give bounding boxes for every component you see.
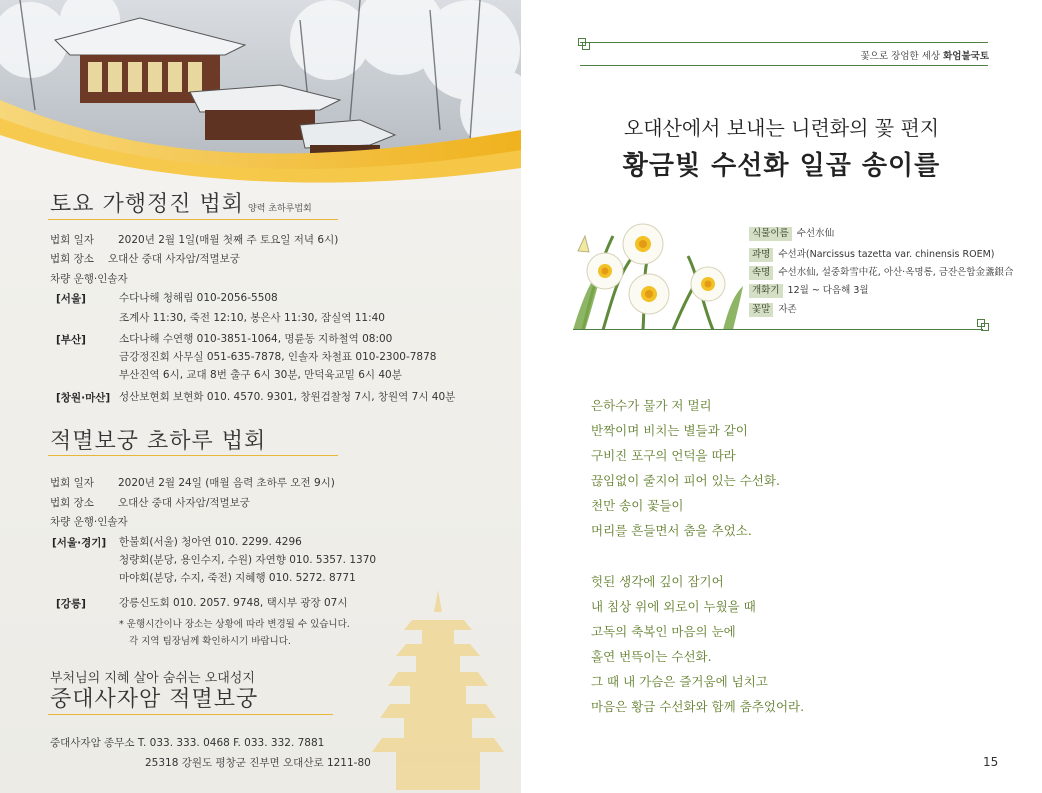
info-bottom-line — [573, 329, 983, 330]
temple-address: 25318 강원도 평창군 진부면 오대산로 1211-80 — [145, 757, 371, 769]
section1-title — [50, 187, 312, 218]
info-row-common-names — [749, 266, 1013, 280]
region-gangneung: [강릉] — [56, 598, 86, 610]
poem-line: 내 침상 위에 외로이 누웠을 때 — [591, 599, 756, 614]
running-header-prefix: 꽃으로 장엄한 세상 — [860, 51, 944, 62]
info-tag: 속명 — [749, 266, 773, 280]
region-seoul-gyeonggi: [서울·경기] — [52, 537, 107, 549]
poem-line: 끊임없이 줄지어 피어 있는 수선화. — [591, 473, 780, 488]
region-busan-line: 금강정진회 사무실 051-635-7878, 인솔자 차철표 010-2300-7878 — [119, 351, 437, 363]
section1-place-row — [50, 252, 240, 266]
section2-date-row — [50, 476, 335, 490]
info-row-family — [749, 248, 994, 262]
header-bottom-line — [580, 65, 988, 66]
poem-line: 고독의 축복인 마음의 눈에 — [591, 624, 736, 639]
info-row-plant-name — [749, 227, 834, 241]
info-value: 수선과(Narcissus tazetta var. chinensis ROEM) — [778, 249, 995, 260]
poem-line: 머리를 흔들면서 춤을 추었소. — [591, 523, 752, 538]
region-seoul-line: 수다나해 청해림 010-2056-5508 — [119, 292, 278, 304]
running-header — [861, 48, 989, 62]
temple-office-contact: 중대사자암 종무소 T. 033. 333. 0468 F. 033. 332. 7881 — [50, 737, 325, 749]
region-seoul-line: 조계사 11:30, 죽전 12:10, 봉은사 11:30, 잠실역 11:40 — [119, 312, 385, 324]
section2-transport-label: 차량 운행·인솔자 — [50, 516, 128, 528]
info-value: 자존 — [778, 304, 797, 315]
section1-date-value: 2020년 2월 1일(매월 첫째 주 토요일 저녁 6시) — [118, 234, 339, 246]
section2-place-row — [50, 496, 250, 510]
section2-title: 적멸보궁 초하루 법회 — [50, 429, 267, 454]
poem-line: 은하수가 물가 저 멀리 — [591, 398, 712, 413]
temple-subtitle: 부처님의 지혜 살아 숨쉬는 오대성지 — [50, 671, 255, 686]
page-number: 15 — [983, 755, 999, 769]
section1-subtitle: 양력 초하루법회 — [248, 204, 312, 214]
section1-date-label: 법회 일자 — [50, 234, 94, 246]
snowy-temple-photo — [0, 0, 521, 200]
poem-line: 반짝이며 비치는 별들과 같이 — [591, 423, 748, 438]
region-gangneung-line: 강릉신도회 010. 2057. 9748, 택시부 광장 07시 — [119, 597, 348, 609]
daffodil-illustration — [573, 216, 743, 334]
info-tag: 과명 — [749, 248, 773, 262]
section1-date-row — [50, 233, 338, 247]
article-subtitle: 오대산에서 보내는 니련화의 꽃 편지 — [623, 116, 940, 140]
info-tag: 식물이름 — [749, 227, 792, 241]
corner-ornament-icon — [578, 38, 590, 50]
golden-pagoda-illustration — [372, 590, 504, 793]
info-tag: 개화기 — [749, 284, 783, 298]
section1-place-value: 오대산 중대 사자암/적멸보궁 — [108, 253, 240, 265]
region-busan-line: 소다나해 수연행 010-3851-1064, 명륜동 지하철역 08:00 — [119, 333, 393, 345]
right-page — [521, 0, 1042, 793]
region-busan: [부산] — [56, 334, 86, 346]
section2-divider — [48, 455, 338, 456]
region-seoul: [서울] — [56, 293, 86, 305]
corner-ornament-icon — [977, 319, 989, 331]
running-header-bold: 화엄불국토 — [943, 51, 989, 62]
info-value: 수선水仙, 설중화雪中花, 아산·옥명롱, 금잔은합金盞銀合 — [778, 267, 1014, 278]
region-seoul-gyeonggi-line: 청량회(분당, 용인수지, 수원) 자연향 010. 5357. 1370 — [119, 554, 377, 566]
poem-line: 홀연 번뜩이는 수선화. — [591, 649, 712, 664]
schedule-note: 각 지역 팀장님께 확인하시기 바랍니다. — [129, 636, 291, 647]
info-row-bloom — [749, 284, 869, 298]
section1-transport-label: 차량 운행·인솔자 — [50, 273, 128, 285]
info-tag: 꽃말 — [749, 303, 773, 317]
region-changwon-line: 성산보현회 보현화 010. 4570. 9301, 창원검찰청 7시, 창원역 7시 40분 — [119, 391, 456, 403]
section1-title-text: 토요 가행정진 법회 — [50, 192, 245, 217]
info-value: 수선水仙 — [796, 228, 835, 239]
temple-name: 중대사자암 적멸보궁 — [50, 687, 259, 712]
temple-divider — [48, 714, 333, 715]
section1-divider — [48, 219, 338, 220]
section1-place-label: 법회 장소 — [50, 253, 94, 265]
section2-date-value: 2020년 2월 24일 (매월 음력 초하루 오전 9시) — [118, 477, 335, 489]
poem-line: 그 때 내 가슴은 즐거움에 넘치고 — [591, 674, 768, 689]
section2-date-label: 법회 일자 — [50, 477, 94, 489]
region-seoul-gyeonggi-line: 한불회(서울) 청아연 010. 2299. 4296 — [119, 536, 302, 548]
poem-line: 구비진 포구의 언덕을 따라 — [591, 448, 736, 463]
region-busan-line: 부산진역 6시, 교대 8번 출구 6시 30분, 만덕육교밑 6시 40분 — [119, 369, 402, 381]
info-value: 12월 ~ 다음해 3월 — [787, 285, 869, 296]
schedule-note: * 운행시간이나 장소는 상황에 따라 변경될 수 있습니다. — [119, 619, 350, 630]
poem-line: 마음은 황금 수선화와 함께 춤추었어라. — [591, 699, 805, 714]
section2-place-label: 법회 장소 — [50, 497, 94, 509]
poem-line: 천만 송이 꽃들이 — [591, 498, 684, 513]
section2-place-value: 오대산 중대 사자암/적멸보궁 — [118, 497, 250, 509]
poem-line: 헛된 생각에 깊이 잠기어 — [591, 574, 724, 589]
info-row-flower-language — [749, 303, 797, 317]
article-title: 황금빛 수선화 일곱 송이를 — [622, 151, 941, 181]
header-top-line — [580, 42, 988, 43]
region-changwon: [창원·마산] — [56, 392, 111, 404]
region-seoul-gyeonggi-line: 마야회(분당, 수지, 죽전) 지혜행 010. 5272. 8771 — [119, 572, 356, 584]
